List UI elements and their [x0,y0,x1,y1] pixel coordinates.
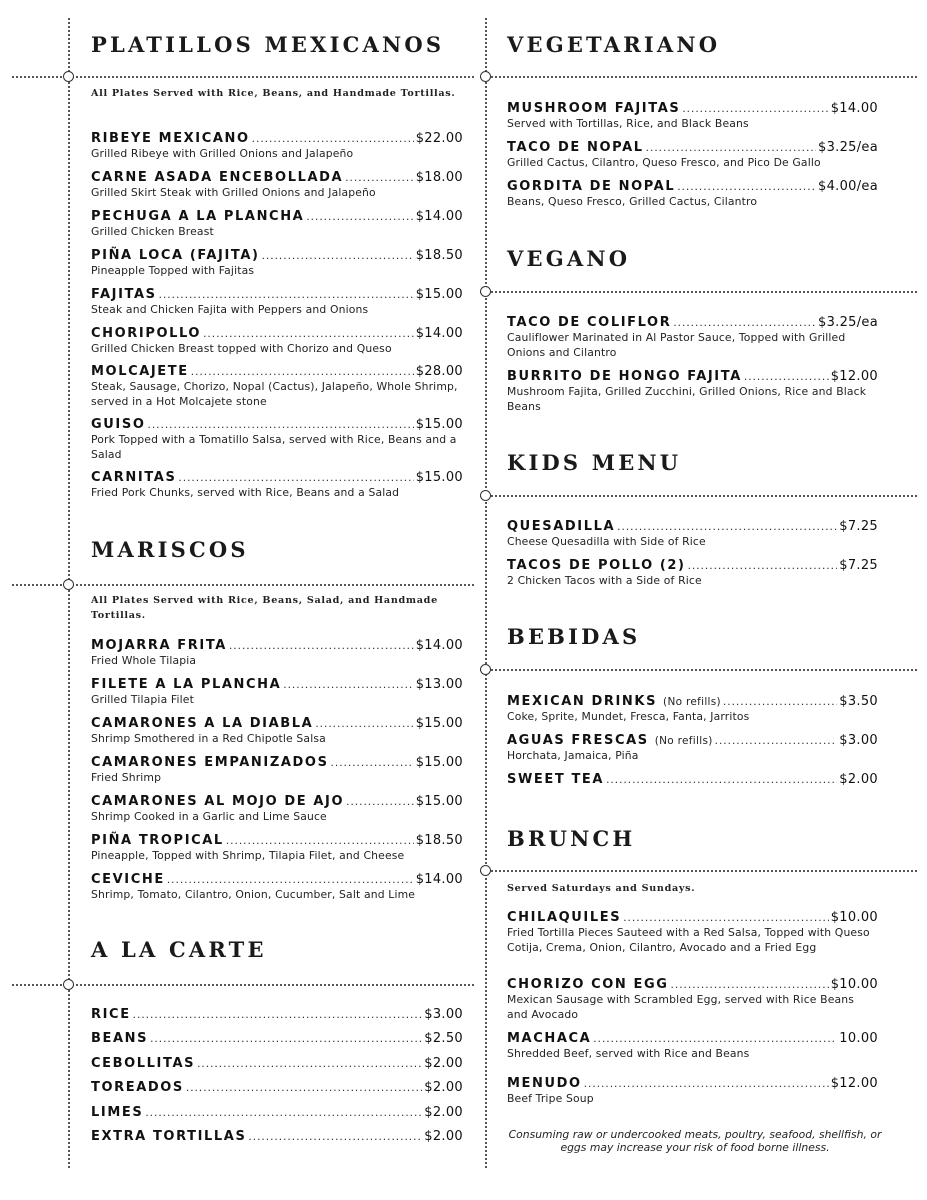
item-list [91,637,463,910]
item-description: Grilled Tilapia Filet [91,693,194,706]
item-price: $14.00 [830,101,878,116]
leader-dots [671,976,829,993]
menu-item [91,1079,463,1103]
item-name: LIMES [91,1104,144,1120]
item-name: PECHUGA A LA PLANCHA [91,209,305,224]
item-description: Beans, Queso Fresco, Grilled Cactus, Cilantro [507,195,758,208]
item-name: CARNE ASADA ENCEBOLLADA [91,170,344,185]
leader-dots [331,754,414,771]
menu-item [91,363,463,416]
item-price: $3.50 [839,694,878,709]
menu-item [507,1030,878,1075]
item-list [507,693,878,796]
item-name: MUSHROOM FAJITAS [507,101,681,116]
item-price: $12.00 [830,1076,878,1091]
item-name: MOJARRA FRITA [91,638,227,653]
item-name: TOREADOS [91,1080,184,1096]
menu-item [91,676,463,715]
left-column [91,0,463,1200]
menu-item [507,732,878,771]
leader-dots [150,1030,422,1047]
item-name: TACOS DE POLLO (2) [507,558,686,573]
divider-node [63,579,74,590]
menu-item [91,637,463,676]
menu-item [91,715,463,754]
item-price: $14.00 [415,209,463,224]
item-price: $28.00 [415,364,463,379]
section-title: A LA CARTE [91,937,267,962]
no-refills-note: (No refills) [654,735,713,747]
item-name: BURRITO DE HONGO FAJITA [507,369,742,384]
item-name: BEANS [91,1031,149,1047]
item-price: $18.50 [415,833,463,848]
menu-item [91,1006,463,1030]
divider-node [480,71,491,82]
menu-item [507,518,878,557]
item-description: Grilled Ribeye with Grilled Onions and Jalapeño [91,147,354,160]
menu-item [91,1030,463,1054]
item-name: CHILAQUILES [507,910,622,925]
menu-item [91,469,463,508]
divider-node [480,664,491,675]
item-description: Mexican Sausage with Scrambled Egg, served with Rice Beans and Avocado [507,993,855,1021]
item-description: Pineapple Topped with Fajitas [91,264,255,277]
item-price: $15.00 [415,755,463,770]
item-description: Grilled Chicken Breast topped with Chorizo and Queso [91,342,392,355]
menu-item [507,368,878,422]
menu-item [507,1075,878,1114]
leader-dots [617,518,837,535]
item-description: 2 Chicken Tacos with a Side of Rice [507,574,702,587]
item-description: Shredded Beef, served with Rice and Beans [507,1047,750,1060]
menu-item [507,139,878,178]
menu-item [91,1128,463,1152]
section-title: BRUNCH [507,826,636,851]
item-price: $2.00 [839,772,878,787]
leader-dots [584,1075,829,1092]
item-price: $2.00 [424,1080,463,1096]
item-name: CAMARONES A LA DIABLA [91,716,314,731]
item-list [507,100,878,217]
item-price: $10.00 [830,910,878,925]
item-description: Shrimp Cooked in a Garlic and Lime Sauce [91,810,327,823]
leader-dots [744,368,829,385]
item-price: $15.00 [415,716,463,731]
item-description: Served with Tortillas, Rice, and Black Beans [507,117,749,130]
leader-dots [145,1104,422,1121]
menu-item [91,169,463,208]
menu-item [91,416,463,469]
item-price: $7.25 [839,558,878,573]
leader-dots [167,871,414,888]
item-price: 10.00 [839,1031,878,1046]
item-description: Pineapple, Topped with Shrimp, Tilapia Filet, and Cheese [91,849,405,862]
item-price: $3.25/ea [818,315,878,330]
item-description: Fried Whole Tilapia [91,654,197,667]
leader-dots [248,1128,422,1145]
item-description: Shrimp, Tomato, Cilantro, Onion, Cucumber, Salt and Lime [91,888,416,901]
leader-dots [677,178,816,195]
leader-dots [623,909,829,926]
item-name: TACO DE COLIFLOR [507,315,672,330]
item-description: Cauliflower Marinated in Al Pastor Sauce, Topped with Grilled Onions and Cilantro [507,331,846,359]
leader-dots [306,208,413,225]
menu-item [507,314,878,368]
item-name: RICE [91,1007,131,1022]
menu-item [91,1055,463,1079]
menu-item [91,754,463,793]
item-name: AGUAS FRESCAS [507,733,649,748]
leader-dots [186,1079,422,1096]
section-note: All Plates Served with Rice, Beans, and Handmade Tortillas. [91,88,456,99]
leader-dots [345,169,414,186]
item-name: MENUDO [507,1076,582,1091]
item-list [507,518,878,596]
item-description: Steak, Sausage, Chorizo, Nopal (Cactus), Jalapeño, Whole Shrimp, served in a Hot Molcajete stone [91,380,458,408]
section-title: VEGETARIANO [507,32,721,57]
menu-item [91,130,463,169]
item-name: EXTRA TORTILLAS [91,1128,247,1144]
item-list [507,909,878,1114]
leader-dots [159,286,414,303]
item-description: Coke, Sprite, Mundet, Fresca, Fanta, Jarritos [507,710,750,723]
left-vertical-divider [68,18,70,1168]
leader-dots [147,416,413,433]
no-refills-note: (No refills) [663,696,721,708]
menu-item [91,247,463,286]
menu-item [507,693,878,732]
section-title: KIDS MENU [507,450,682,475]
leader-dots [688,557,838,574]
menu-item [507,557,878,596]
item-description: Fried Pork Chunks, served with Rice, Beans and a Salad [91,486,400,499]
right-column [507,0,878,1200]
menu-item [91,208,463,247]
item-name: CARNITAS [91,470,177,485]
item-price: $15.00 [415,470,463,485]
section-note: Served Saturdays and Sundays. [507,883,696,894]
leader-dots [229,637,414,654]
menu-item [91,1104,463,1128]
section-note: All Plates Served with Rice, Beans, Salad, and Handmade Tortillas. [91,595,438,621]
item-name: PIÑA TROPICAL [91,833,224,848]
leader-dots [252,130,414,147]
item-name: GUISO [91,417,146,432]
item-description: Cheese Quesadilla with Side of Rice [507,535,706,548]
menu-item [91,325,463,363]
item-name: MOLCAJETE [91,364,189,379]
item-name: SWEET TEA [507,772,605,787]
leader-dots [646,139,816,156]
item-price: $3.25/ea [818,140,878,155]
leader-dots [673,314,816,331]
leader-dots [606,771,837,788]
menu-item [507,100,878,139]
divider-node [63,71,74,82]
leader-dots [682,100,828,117]
leader-dots [191,363,414,380]
item-name: RIBEYE MEXICANO [91,131,250,146]
leader-dots [226,832,414,849]
item-price: $18.00 [415,170,463,185]
leader-dots [197,1055,422,1072]
divider-node [480,865,491,876]
item-price: $22.00 [415,131,463,146]
item-name: FAJITAS [91,287,157,302]
menu-item [507,909,878,976]
center-vertical-divider [485,18,487,1168]
menu-item [507,976,878,1030]
item-price: $13.00 [415,677,463,692]
item-description: Fried Tortilla Pieces Sauteed with a Red Salsa, Topped with Queso Cotija, Crema, Onion, Cilantro, Avocado and a Fried Egg [507,926,870,954]
item-price: $2.00 [424,1055,463,1071]
divider-node [480,490,491,501]
item-name: MEXICAN DRINKS [507,694,658,709]
item-name: CEVICHE [91,872,165,887]
item-list [507,314,878,422]
leader-dots [283,676,413,693]
item-price: $14.00 [415,638,463,653]
item-name: CEBOLLITAS [91,1055,196,1071]
item-price: $7.25 [839,519,878,534]
item-name: QUESADILLA [507,519,616,534]
item-description: Steak and Chicken Fajita with Peppers and Onions [91,303,369,316]
item-name: PIÑA LOCA (FAJITA) [91,248,260,263]
item-price: $15.00 [415,794,463,809]
item-name: CAMARONES AL MOJO DE AJO [91,794,345,809]
item-price: $18.50 [415,248,463,263]
item-description: Grilled Chicken Breast [91,225,214,238]
item-description: Horchata, Jamaica, Piña [507,749,639,762]
item-description: Beef Tripe Soup [507,1092,594,1105]
menu-item [91,871,463,910]
menu-item [91,286,463,325]
menu-item [91,832,463,871]
item-price: $12.00 [830,369,878,384]
item-name: CHORIPOLLO [91,326,202,341]
menu-item [507,771,878,796]
item-description: Pork Topped with a Tomatillo Salsa, served with Rice, Beans and a Salad [91,433,457,461]
item-price: $10.00 [830,977,878,992]
section-title: VEGANO [507,246,631,271]
item-price: $14.00 [415,326,463,341]
item-price: $4.00/ea [818,179,878,194]
leader-dots [203,325,414,342]
leader-dots [715,732,838,749]
item-price: $15.00 [415,417,463,432]
item-description: Shrimp Smothered in a Red Chipotle Salsa [91,732,326,745]
section-title: BEBIDAS [507,624,641,649]
section-title: MARISCOS [91,537,249,562]
item-description: Grilled Cactus, Cilantro, Queso Fresco, and Pico De Gallo [507,156,821,169]
food-safety-disclaimer: Consuming raw or undercooked meats, poultry, seafood, shellfish, or eggs may increase your risk of food borne illness. [508,1128,882,1154]
leader-dots [178,469,413,486]
item-name: CAMARONES EMPANIZADOS [91,755,329,770]
leader-dots [723,693,837,710]
section-title: PLATILLOS MEXICANOS [91,32,445,57]
leader-dots [133,1006,423,1023]
item-name: GORDITA DE NOPAL [507,179,676,194]
menu-item [91,793,463,832]
item-name: TACO DE NOPAL [507,140,644,155]
item-price: $3.00 [839,733,878,748]
leader-dots [315,715,413,732]
item-name: MACHACA [507,1031,592,1046]
leader-dots [346,793,414,810]
divider-node [480,286,491,297]
item-price: $3.00 [424,1007,463,1022]
item-list [91,130,463,508]
leader-dots [262,247,414,264]
divider-node [63,979,74,990]
item-description: Fried Shrimp [91,771,162,784]
item-price: $15.00 [415,287,463,302]
leader-dots [593,1030,837,1047]
item-name: FILETE A LA PLANCHA [91,677,282,692]
item-description: Mushroom Fajita, Grilled Zucchini, Grilled Onions, Rice and Black Beans [507,385,867,413]
item-list [91,1006,463,1152]
menu-item [507,178,878,217]
item-price: $2.00 [424,1104,463,1120]
item-description: Grilled Skirt Steak with Grilled Onions and Jalapeño [91,186,376,199]
item-price: $14.00 [415,872,463,887]
item-price: $2.50 [424,1031,463,1047]
item-price: $2.00 [424,1128,463,1144]
item-name: CHORIZO CON EGG [507,977,669,992]
